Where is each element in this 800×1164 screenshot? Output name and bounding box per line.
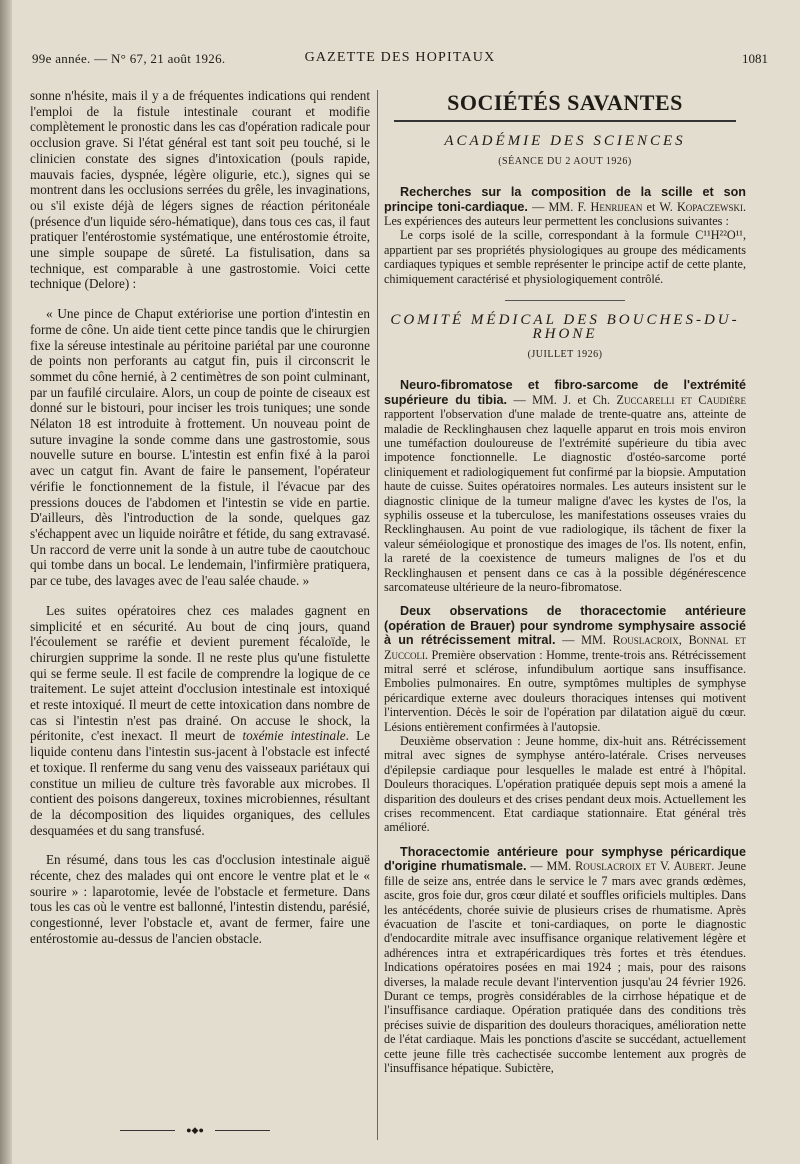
society-heading: COMITÉ MÉDICAL DES BOUCHES-DU-RHONE	[390, 312, 740, 343]
page-header	[28, 47, 772, 69]
journal-title: GAZETTE DES HOPITAUX	[304, 50, 496, 65]
page-binding-shadow	[0, 0, 12, 1164]
abstract-title: Thoracectomie antérieure pour symphyse péricardique d'origine rhumatismale.	[384, 844, 746, 874]
paragraph: Le corps isolé de la scille, correspondant à la formule C¹¹H²²O¹¹, appartient par ses propriétés physiologiques au groupe des médicaments cardiaques typiques et semble représenter le principe actif de cette plante, chimiquement caractérisé et physiologiquement contrôlé.	[384, 228, 746, 286]
abstract-title: Neuro-fibromatose et fibro-sarcome de l'extrémité supérieure du tibia.	[384, 378, 746, 407]
author-names: Rouslacroix et V. Aubert	[575, 859, 712, 874]
author-name: Henrijean	[590, 199, 643, 214]
paragraph: Les suites opératoires chez ces malades gagnent en simplicité et en sécurité. Au bout de cinq jours, quand l'écoulement se raréfie et devient purement fécaloïde, le chirurgien supprime la sonde. Il ne reste plus qu'une fistulette qui se ferme seule. Il est facile de comprendre la logique de ce traitement. Le sujet atteint d'occlusion intestinale est intoxiqué et reste intoxiqué. Il meurt de cette intoxication dans nombre de cas si l'intestin n'est pas drainé. On accuse le shock, la péritonite, c'est inexact. Il meurt de toxémie intestinale. Le liquide contenu dans l'intestin sus-jacent à l'obstacle est infecté et toxique. Il renferme du sang venu des vaisseaux pariétaux qui constitue un milieu de culture très favorable aux microbes. Il contient des poisons dangereux, toxines microbiennes, résultant de la décomposition des liquides organiques, des cellules desquamées et du sang transfusé.	[30, 602, 370, 838]
abstract-title: Deux observations de thoracectomie antérieure (opération de Brauer) pour syndrome symphysaire associé à un rétrécissement mitral.	[384, 604, 746, 648]
session-date: (JUILLET 1926)	[527, 348, 603, 360]
author-names: Zuccarelli et Caudière	[616, 392, 746, 407]
paragraph: Deuxième observation : Jeune homme, dix-huit ans. Rétrécissement mitral avec signes de symphyse antéro-latérale. Crises nerveuses d'épilepsie cardiaque pour lesquelles le malade est entré à l'hôpital. Douleurs thoraciques. L'opération pratiquée depuis sept mois a amené la disparition des douleurs et des crises pendant deux mois. Actuellement les crises recommencent. Etat cardiaque stationnaire. Etat général très amélioré.	[384, 734, 746, 835]
abstract-scilla: Recherches sur la composition de la scille et son principe toni-cardiaque. — MM. F. Henrijean et W. Kopaczewski. Les expériences des auteurs leur permettent les conclusions suivantes : Le corps isolé de la scille, correspondant à la formule C¹¹H²²O¹¹, appartient par ses propriétés physiologiques au groupe des médicaments cardiaques typiques et semble représenter le principe actif de cette plante, chimiquement caractérisé et physiologiquement contrôlé.	[384, 185, 746, 286]
section-title: SOCIÉTÉS SAVANTES	[447, 90, 683, 115]
abstract-thoracectomie-brauer: Deux observations de thoracectomie antérieure (opération de Brauer) pour syndrome symphysaire associé à un rétrécissement mitral. — MM. Rouslacroix, Bonnal et Zuccoli. Première observation : Homme, trente-trois ans. Rétrécissement mitral serré et sclérose, infundibulum aortique sans insuffisance. Embolies pulmonaires. En outre, symptômes multiples de symphyse péricardique externe avec douleurs thoraciques intenses qui motivent l'intervention. Décès le soir de l'opération par dilatation aiguë du cœur. Lésions entièrement confirmées à l'autopsie. Deuxième observation : Jeune homme, dix-huit ans. Rétrécissement mitral avec signes de symphyse antéro-latérale. Crises nerveuses d'épilepsie cardiaque pour lesquelles le malade est entré à l'hôpital. Douleurs thoraciques. L'opération pratiquée depuis sept mois a amené la disparition des douleurs et des crises pendant deux mois. Actuellement les crises recommencent. Etat cardiaque stationnaire. Etat général très amélioré.	[384, 604, 746, 835]
abstract-thoracectomie-rhumatismale: Thoracectomie antérieure pour symphyse péricardique d'origine rhumatismale. — MM. Rouslacroix et V. Aubert. Jeune fille de seize ans, entrée dans le service le 7 mars avec grands œdèmes, ascite, gros foie dur, gros cœur dilaté et souffles orificiels multiples. Dans les antécédents, chorée suivie de plusieurs crises de rhumatisme. Après évacuation de l'ascite et toni-cardiaques, on porte le diagnostic d'endocardite mitrale avec insuffisance organique relativement légère et adhérences intra et extrapéricardiques très fortes et très étendues. Indications opératoires posées en mai 1924 ; mais, pour des raisons diverses, la malade recule devant l'intervention jusqu'au 24 février 1926. Durant ce temps, progrès considérables de la cirrhose hépatique et de l'insuffisance cardiaque. Opération pratiquée dans des conditions très précises suivie de disparition des douleurs thoraciques, amélioration nette de l'état cardiaque. Mais les ponctions d'ascite se succédant, actuellement cette jeune fille très cachectisée succombe lentement aux progrès de l'insuffisance hépatique. Subictère,	[384, 844, 746, 1075]
abstract-title: Recherches sur la composition de la scille et son principe toni-cardiaque.	[384, 185, 746, 214]
issue-info: 99e année. — N° 67, 21 août 1926.	[32, 51, 226, 66]
page-number: 1081	[742, 51, 768, 66]
abstract-neurofibromatose: Neuro-fibromatose et fibro-sarcome de l'extrémité supérieure du tibia. — MM. J. et Ch. Zuccarelli et Caudière rapportent l'observation d'une malade de trente-quatre ans, atteinte de maladie de Recklinghausen chez laquelle apparut en trois mois environ une tuméfaction douloureuse de l'extrémité supérieure du tibia avec impotence fonctionnelle. Le diagnostic d'ostéo-sarcome porté cliniquement et radiologiquement fut confirmé par la biopsie. Amputation haute de cuisse. Suites opératoires normales. Les auteurs insistent sur le diagnostic clinique de la tumeur maligne d'avec les kystes de l'os, la syphilis osseuse et la tuberculose, les manifestations osseuses vraies du Recklinghausen. Au point de vue radiologique, ils tâchent de fixer la valeur séméiologique et pronostique des images de l'os. Ils notent, enfin, la rareté de la coexistence de tumeurs malignes de l'os et du Recklinghausen et pensent dans ce cas à la possible dégénérescence sarcomateuse ultérieure de la neuro-fibromatose.	[384, 378, 746, 594]
session-date: (SÉANCE DU 2 AOUT 1926)	[498, 155, 632, 167]
emphasis-text: toxémie intestinale	[242, 728, 346, 744]
paragraph: sonne n'hésite, mais il y a de fréquentes indications qui rendent l'emploi de la fistule intestinale courant et modifie complètement le pronostic dans les cas d'opération radicale pour occlusion grave. Si l'état général est tant soit peu touché, si le clinicien constate des signes d'intoxication (pouls rapide, mauvais facies, dyspnée, légère oligurie, etc.), signes qui se montrent dans les occlusions serrées du grêle, les invaginations, ou s'il existe déjà de légers signes de réaction péritonéale (présence d'un liquide séro-hématique), dans tous ces cas, il faut pratiquer l'entérostomie systématique, une entérostomie étroite, une simple soupape de sûreté. La fistulisation, dans sa technique, est comparable à une gastrostomie. Voici cette technique (Delore) :	[30, 88, 370, 292]
quoted-technique: « Une pince de Chaput extériorise une portion d'intestin en forme de cône. Un aide tient cette pince tandis que le chirurgien fixe la séreuse intestinale au péritoine pariétal par une couronne de points non perforants au catgut fin, puis il circonscrit le sommet du cône hernié, à 2 centimètres de son point culminant, par un faufilé circulaire. Alors, un coup de pointe de ciseaux est donné sur le bistouri, pour inciser les trois tuniques; une sonde Nélaton 18 est introduite à frottement. Un nouveau point de suture invagine la sonde comme dans une gastrostomie, sous nouvelle suture en bourse. L'intestin est enfin fixé à la paroi avec un catgut fin. Avant de faire le pansement, l'opérateur vérifie le fonctionnement de la fistule, il l'évacue par des pressions douces de l'abdomen et l'intestin se vide en partie. D'ailleurs, dès l'introduction de la sonde, quelques gaz s'échappent avec un liquide noirâtre et fétide, du sang extravasé. Un raccord de verre unit la sonde à un autre tube de caoutchouc qui tombe dans un bocal. Le lendemain, l'infirmière pratiquera, par ce tube, des lavages avec de l'eau salée chaude. »	[30, 306, 370, 589]
society-heading: ACADÉMIE DES SCIENCES	[444, 133, 686, 150]
summary-paragraph: En résumé, dans tous les cas d'occlusion intestinale aiguë récente, chez des malades qui ont encore le ventre plat et le « sourire » : laparotomie, levée de l'obstacle et fermeture. Dans tous les cas où le ventre est ballonné, l'intestin distendu, parésié, congestionné, lever l'obstacle et, avant de fermer, faire une entérostomie au-dessus de l'ancien obstacle.	[30, 852, 370, 946]
left-column	[30, 88, 370, 1144]
author-name: Kopaczewski	[676, 199, 743, 214]
end-ornament: ●◆●	[120, 1126, 270, 1136]
section-rule	[394, 120, 736, 122]
column-divider	[377, 90, 378, 1140]
author-names: Rouslacroix, Bonnal et Zuccoli	[384, 633, 746, 662]
right-column	[384, 88, 746, 1144]
separator-rule	[505, 300, 625, 301]
